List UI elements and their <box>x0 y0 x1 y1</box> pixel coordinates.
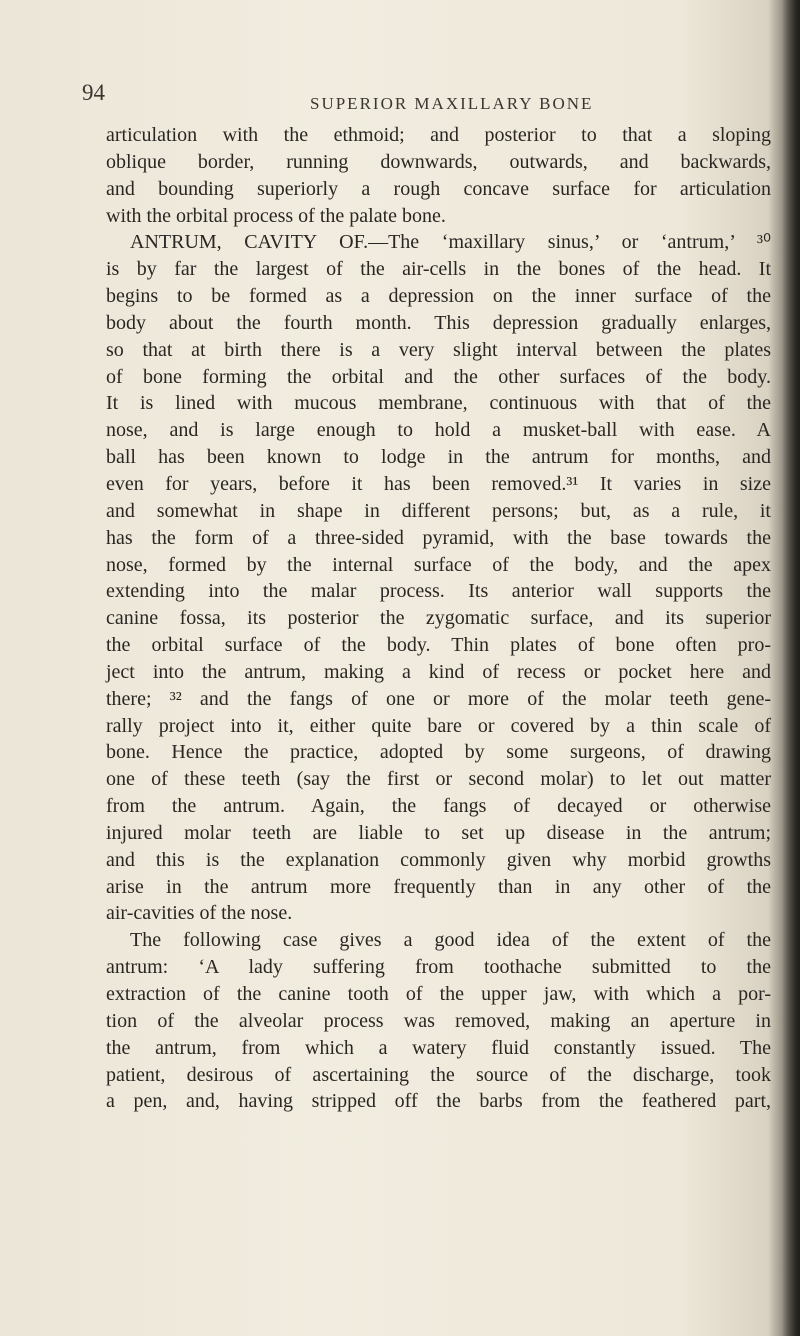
running-title: SUPERIOR MAXILLARY BONE <box>310 94 594 113</box>
text-line: nose, formed by the internal surface of the body, and the apex <box>106 553 771 576</box>
text-line: even for years, before it has been removed.³¹ It varies in size <box>106 472 771 495</box>
text-line: and somewhat in shape in different persons; but, as a rule, it <box>106 499 771 522</box>
text-line: of bone forming the orbital and the other surfaces of the body. <box>106 365 771 388</box>
text-line: tion of the alveolar process was removed, making an aperture in <box>106 1009 771 1032</box>
text-line: bone. Hence the practice, adopted by some surgeons, of drawing <box>106 741 771 764</box>
text-line: articulation with the ethmoid; and posterior to that a sloping <box>106 124 771 146</box>
text-line: with the orbital process of the palate bone. <box>106 204 446 227</box>
text-line: extraction of the canine tooth of the upper jaw, with which a por- <box>106 983 771 1005</box>
text-line: there; ³² and the fangs of one or more of the molar teeth gene- <box>106 687 771 710</box>
text-line: from the antrum. Again, the fangs of decayed or otherwise <box>106 795 771 818</box>
text-line: a pen, and, having stripped off the barbs from the feathered part, <box>106 1090 771 1113</box>
text-line: the orbital surface of the body. Thin plates of bone often pro- <box>106 634 771 657</box>
text-line: begins to be formed as a depression on the inner surface of the <box>106 285 771 308</box>
text-line: the antrum, from which a watery fluid constantly issued. The <box>106 1036 771 1059</box>
text-line: one of these teeth (say the first or second molar) to let out matter <box>106 768 771 791</box>
text-line: so that at birth there is a very slight interval between the plates <box>106 338 771 361</box>
text-line: ball has been known to lodge in the antrum for months, and <box>106 446 771 469</box>
text-line: body about the fourth month. This depression gradually enlarges, <box>106 311 771 334</box>
text-line: rally project into it, either quite bare or covered by a thin scale of <box>106 714 771 737</box>
text-line: extending into the malar process. Its anterior wall supports the <box>106 580 771 603</box>
text-line: oblique border, running downwards, outwards, and backwards, <box>106 150 771 173</box>
text-line: arise in the antrum more frequently than in any other of the <box>106 875 771 898</box>
text-line: antrum: ‘A lady suffering from toothache submitted to the <box>106 956 771 979</box>
text-line: ANTRUM, CAVITY OF.—The ‘maxillary sinus,’ or ‘antrum,’ ³⁰ <box>130 231 771 254</box>
text-line: patient, desirous of ascertaining the source of the discharge, took <box>106 1063 771 1086</box>
page-number: 94 <box>82 80 105 105</box>
text-line: It is lined with mucous membrane, continuous with that of the <box>106 392 771 415</box>
text-line: has the form of a three-sided pyramid, with the base towards the <box>106 526 771 549</box>
text-line: ject into the antrum, making a kind of recess or pocket here and <box>106 660 771 683</box>
text-line: nose, and is large enough to hold a musket-ball with ease. A <box>106 419 771 442</box>
body-text <box>106 122 771 1115</box>
page-edge-shadow <box>782 0 800 1336</box>
text-line: and bounding superiorly a rough concave surface for articulation <box>106 177 771 200</box>
text-line: injured molar teeth are liable to set up disease in the antrum; <box>106 821 771 844</box>
text-line: and this is the explanation commonly given why morbid growths <box>106 848 771 871</box>
text-line: canine fossa, its posterior the zygomatic surface, and its superior <box>106 607 771 630</box>
text-line: air-cavities of the nose. <box>106 902 293 925</box>
text-line: The following case gives a good idea of the extent of the <box>130 929 771 952</box>
text-line: is by far the largest of the air-cells in the bones of the head. It <box>106 258 771 281</box>
